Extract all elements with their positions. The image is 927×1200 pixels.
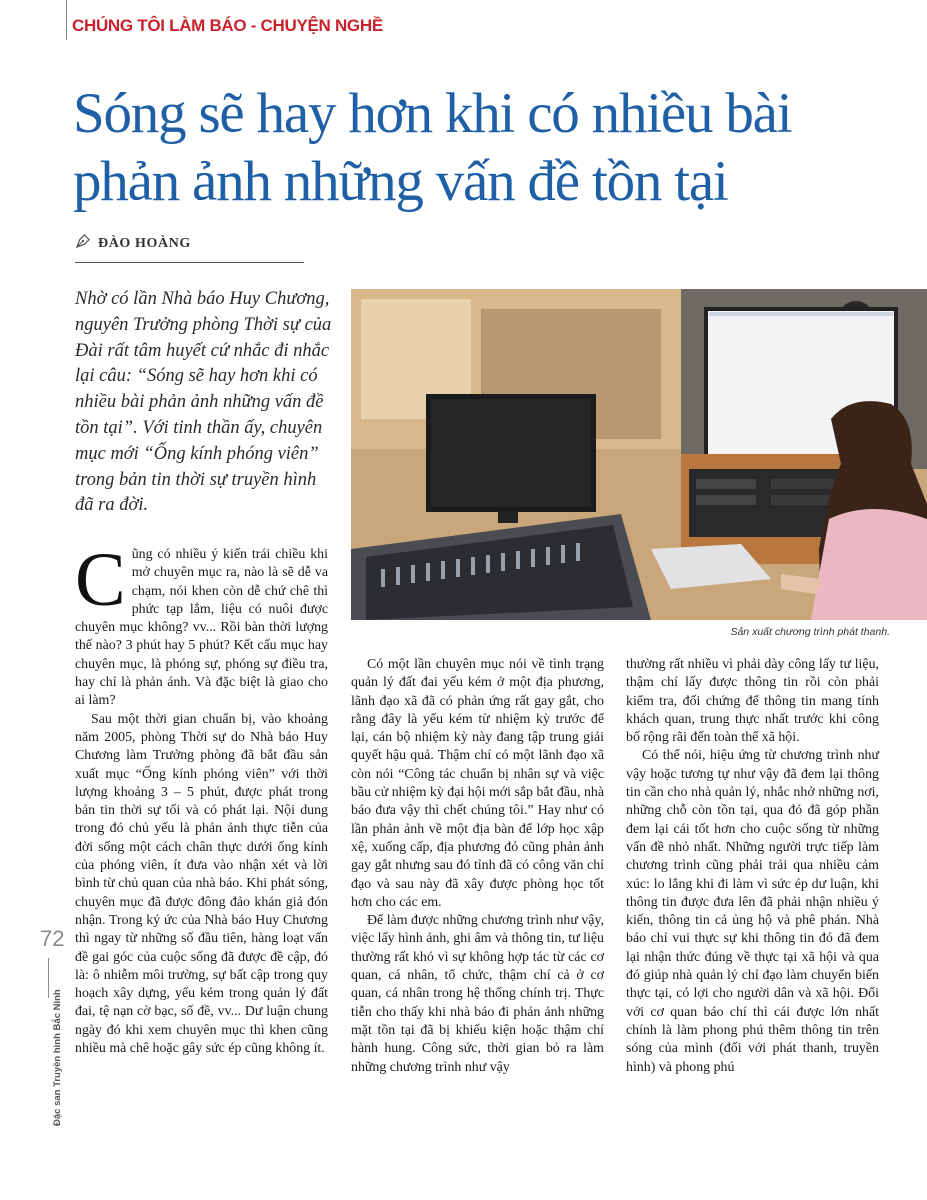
publication-name: Đặc san Truyền hình Bắc Ninh bbox=[52, 989, 63, 1126]
section-label: CHÚNG TÔI LÀM BÁO - CHUYỆN NGHỀ bbox=[72, 16, 383, 35]
photo-caption: Sản xuất chương trình phát thanh. bbox=[730, 626, 890, 638]
author-name: ĐÀO HOÀNG bbox=[98, 236, 191, 251]
body-paragraph: Để làm được những chương trình như vậy, việc lấy hình ảnh, ghi âm và thông tin, tư liệu thường rất khó vì sự không hợp tác từ các cơ quan, cá nhân, tổ chức, thậm chí cả ở cơ quan, cá nhân trong hệ thống chính trị. Thực tiễn cho thấy khi nhà báo đi phản ảnh những mặt tồn tại đã bị khiếu kiện hoặc thậm chí hành hung. Công sức, thời gian bỏ ra làm những chương trình như vậy bbox=[351, 913, 604, 1075]
drop-cap: C bbox=[75, 538, 126, 622]
pen-nib-icon bbox=[75, 234, 90, 254]
body-paragraph-text: ũng có nhiều ý kiến trái chiều khi mở chuyên mục ra, nào là sẽ dễ va chạm, nói khen còn dễ chứ chê thì phức tạp lắm, liệu có nuôi được chuyên mục không? vv... Rồi bàn thời lượng thế nào? 3 phút hay 5 phút? Kết cấu mục hay chuyên mục, là phóng sự, phóng sự điều tra, hay chỉ là phản ánh. Và đặc biệt là giao cho ai làm? bbox=[75, 547, 328, 709]
body-paragraph: Sau một thời gian chuẩn bị, vào khoảng năm 2005, phòng Thời sự do Nhà báo Huy Chương làm Trưởng phòng đã bắt đầu sản xuất mục “Ống kính phóng viên” với thời lượng khoảng 3 – 5 phút, được phát trong bản tin thời sự tối và có phát lại. Nội dung trong đó chủ yếu là phản ảnh thực tiễn của đời sống một cách chân thực dưới ống kính của phóng viên, ít đưa vào nhận xét và lời bình từ chủ quan của nhà báo. Khi phát sóng, chuyên mục đã được đông đảo khán giả đón nhận. Trong ký ức của Nhà báo Huy Chương thì ngay từ những số đầu tiên, hàng loạt vấn đề gai góc của cuộc sống đã được đề cập, đó là: ô nhiễm môi trường, sự bất cập trong quy hoạch xây dựng, yếu kém trong quản lý đất đai, tệ nạn cờ bạc, số đề, vv... Dư luận chung ngày đó khi xem chuyên mục thì khen cũng nhiều mà chê hoặc gây sức ép cũng không ít. bbox=[75, 711, 328, 1057]
body-column-1 bbox=[75, 538, 328, 1058]
body-paragraph: Có một lần chuyên mục nói về tình trạng quản lý đất đai yếu kém ở một địa phương, lãnh đạo xã đã có phản ứng rất gay gắt, cho rằng đây là yếu kém từ nhiệm kỳ trước để lại, cán bộ nhiệm kỳ này đang tập trung giải quyết hậu quả. Thậm chí có một lãnh đạo xã còn nói “Công tác chuẩn bị nhân sự và việc bầu cử nhiệm kỳ đại hội mới sắp bắt đầu, nhà báo đưa vậy thì chết chúng tôi.” Hay như có lần phản ảnh về một địa bàn để lớp học xập xệ, xuống cấp, địa phương đó cũng phản ảnh gay gắt nhưng sau đó tỉnh đã có công văn chỉ đạo và sau này đã xây được phòng học tốt hơn cho các em. bbox=[351, 657, 604, 910]
byline bbox=[75, 234, 191, 254]
body-paragraph bbox=[75, 538, 328, 711]
headline-line-2: phản ảnh những vấn đề tồn tại bbox=[73, 150, 728, 213]
body-paragraph: thường rất nhiều vì phải dày công lấy tư liệu, thậm chí lấy được thông tin rồi còn phải kiểm tra, đối chứng để thông tin mang tính khách quan, trung thực nhất trước khi công bố rộng rãi đến toàn thể xã hội. bbox=[626, 657, 879, 746]
body-column-3 bbox=[626, 656, 879, 1077]
page-number: 72 bbox=[40, 926, 65, 951]
body-paragraph: Có thể nói, hiệu ứng từ chương trình như vậy hoặc tương tự như vậy đã đem lại thông tin cần cho nhà quản lý, nhắc nhở những nơi, những chỗ còn tồn tại, qua đó đã góp phần đem lại cái tốt hơn cho cuộc sống từ những vấn đề nhỏ nhất. Những người trực tiếp làm chương trình cũng phải trải qua nhiều cảm xúc: lo lắng khi đi làm vì sức ép dư luận, khi thông tin được đưa lên đã phải nhận nhiều ý kiến, thông tin cả ủng hộ và phê phán. Nhà báo chỉ vui thực sự khi thông tin đó đã đem lại nhận thức đúng về thực tại xã hội và qua đó giúp nhà quản lý chỉ đạo làm chuyển biến thực tại, có lợi cho người dân và xã hội. Đối với cơ quan báo chí thì cái được lớn nhất chính là làm phong phú thêm thông tin trên sóng của mình (đối với phát thanh, truyền hình) và phong phú bbox=[626, 748, 879, 1075]
lead-paragraph: Nhờ có lần Nhà báo Huy Chương, nguyên Trưởng phòng Thời sự của Đài rất tâm huyết cứ nhắc đi nhắc lại câu: “Sóng sẽ hay hơn khi có nhiều bài phản ảnh những vấn đề tồn tại”. Với tinh thần ấy, chuyên mục mới “Ống kính phóng viên” trong bản tin thời sự truyền hình đã ra đời. bbox=[75, 289, 332, 516]
byline-divider bbox=[75, 262, 304, 263]
top-rule bbox=[66, 0, 67, 40]
headline-line-1: Sóng sẽ hay hơn khi có nhiều bài bbox=[73, 82, 792, 145]
side-rule bbox=[48, 958, 49, 998]
body-column-2 bbox=[351, 656, 604, 1077]
article-photo bbox=[351, 289, 927, 620]
headline bbox=[73, 80, 893, 216]
